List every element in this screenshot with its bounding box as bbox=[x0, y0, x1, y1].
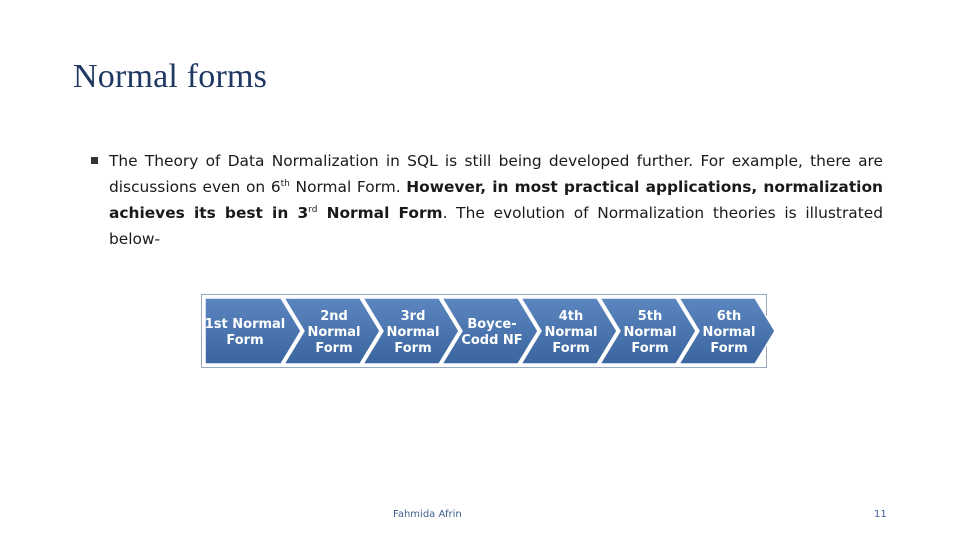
chevron-step-label-line: Form bbox=[315, 341, 353, 356]
chevron-step-label-line: Normal bbox=[702, 325, 756, 340]
bullet-sup-th: th bbox=[280, 179, 290, 189]
bullet-text-part3: . The evolution of Normalization theories is illustrated below- bbox=[109, 204, 883, 248]
chevron-step-label-line: 4th bbox=[558, 309, 584, 324]
chevron-step-label-line: 2nd bbox=[320, 309, 348, 324]
chevron-step-label-line: Normal bbox=[623, 325, 677, 340]
bullet-text bbox=[109, 148, 883, 252]
chevron-step-label-line: Boyce- bbox=[467, 317, 517, 332]
normal-forms-chevron-diagram bbox=[201, 294, 786, 368]
bullet-text-part2: Normal Form. bbox=[289, 178, 407, 196]
chevron-step-label-line: Form bbox=[552, 341, 590, 356]
footer-author: Fahmida Afrin bbox=[393, 509, 462, 520]
chevron-step-label-4 bbox=[461, 317, 522, 348]
chevron-step-label-line: Codd NF bbox=[461, 333, 523, 348]
chevron-step-label-line: Normal bbox=[307, 325, 361, 340]
chevron-step-label-line: Normal bbox=[544, 325, 598, 340]
slide-title: Normal forms bbox=[73, 58, 268, 95]
chevron-step-label-line: Form bbox=[710, 341, 748, 356]
chevron-step-label-line: 1st Normal bbox=[204, 317, 286, 332]
bullet-text-part1: The Theory of Data Normalization in SQL is still being developed further. For example, there are discussions even on 6 bbox=[109, 152, 883, 196]
chevron-step-label-line: 6th bbox=[716, 309, 742, 324]
chevron-step-label-line: Form bbox=[394, 341, 432, 356]
chevron-step-label-line: 5th bbox=[637, 309, 663, 324]
bullet-paragraph bbox=[91, 148, 883, 252]
chevron-step-label-line: 3rd bbox=[400, 309, 426, 324]
square-bullet-icon bbox=[91, 157, 98, 164]
bullet-sup-rd: rd bbox=[308, 205, 318, 215]
bullet-bold-part1: However, in most practical applications, normalization achieves its best in 3 bbox=[109, 178, 883, 222]
page-number: 11 bbox=[874, 509, 887, 520]
chevron-step-label-line: Form bbox=[631, 341, 669, 356]
chevron-step-label-line: Normal bbox=[386, 325, 440, 340]
chevron-diagram-svg bbox=[201, 294, 786, 368]
bullet-bold-part2: Normal Form bbox=[317, 204, 443, 222]
chevron-step-label-line: Form bbox=[226, 333, 264, 348]
